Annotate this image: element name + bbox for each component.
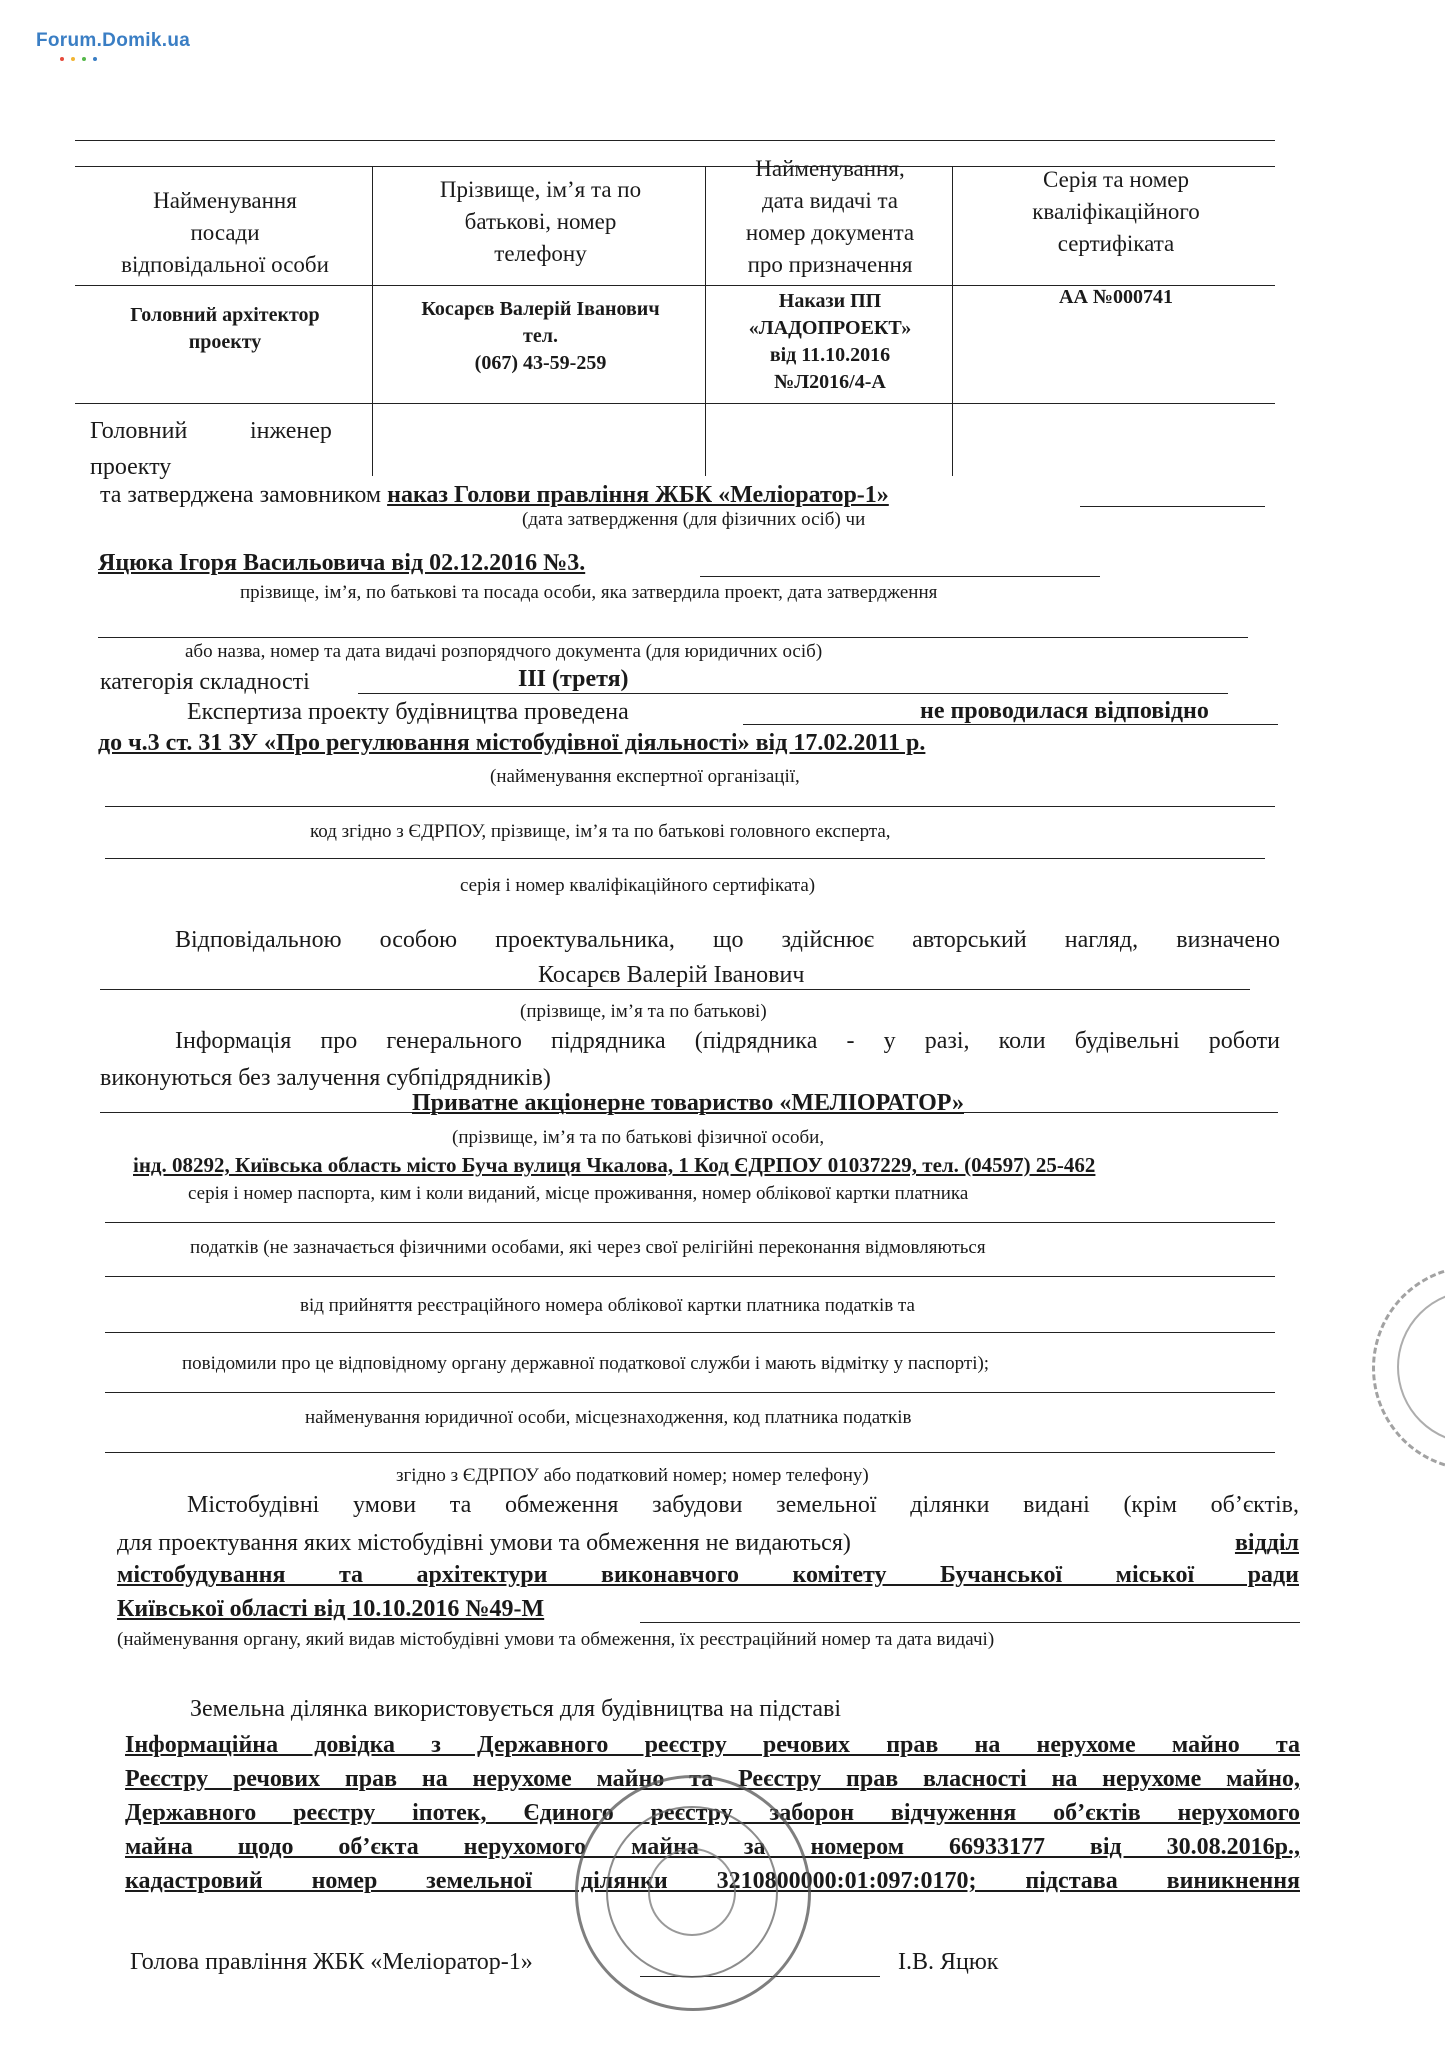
land-basis-line-2: Реєстру речових прав на нерухоме майно та Реєстру прав власності на нерухоме майно,: [125, 1766, 1300, 1792]
blank-rule-5: [105, 1276, 1275, 1277]
row2-position-b: інженер: [250, 418, 332, 444]
row1-certificate: АА №000741: [1059, 286, 1173, 308]
blank-rule-3: [105, 858, 1265, 859]
complexity-value: ІІІ (третя): [518, 666, 629, 692]
approval-line: та затверджена замовником наказ Голови правління ЖБК «Меліоратор-1»: [100, 482, 889, 508]
urban-conditions-rule: [640, 1622, 1300, 1623]
signature-role: Голова правління ЖБК «Меліоратор-1»: [130, 1949, 533, 1975]
blank-rule-2: [105, 806, 1275, 807]
expertise-note: (найменування експертної організації,: [490, 766, 800, 787]
blank-rule-8: [105, 1452, 1275, 1453]
header-position: Найменування посади відповідальної особи: [121, 188, 329, 277]
row1-position: Головний архітектор проекту: [130, 304, 320, 353]
contractor-note: (прізвище, ім’я та по батькові фізичної особи,: [452, 1127, 825, 1148]
blank-rule-6: [105, 1332, 1275, 1333]
land-basis-line-1: Інформаційна довідка з Державного реєстру речових прав на нерухоме майно та: [125, 1732, 1300, 1758]
edrpou-note: згідно з ЄДРПОУ або податковий номер; номер телефону): [396, 1465, 869, 1486]
complexity-rule: [358, 693, 1228, 694]
urban-conditions-a: Містобудівні умови та обмеження забудови земельної ділянки видані (крім об’єктів,: [187, 1492, 1299, 1518]
table-col-divider-1: [372, 166, 373, 476]
architect-seal: [1372, 1265, 1445, 1471]
approval-note: (дата затвердження (для фізичних осіб) чи: [522, 509, 866, 530]
contractor-info-a: Інформація про генерального підрядника (підрядника - у разі, коли будівельні роботи: [175, 1028, 1280, 1054]
blank-rule-1: [98, 637, 1248, 638]
land-basis-line-4: майна щодо об’єкта нерухомого майна за номером 66933177 від 30.08.2016р.,: [125, 1834, 1300, 1860]
complexity-label: категорія складності: [100, 669, 310, 695]
header-certificate: Серія та номер кваліфікаційного сертифіката: [1032, 167, 1200, 256]
legal-entity-code-note: найменування юридичної особи, місцезнаходження, код платника податків: [305, 1407, 912, 1428]
tax-note: податків (не зазначається фізичними особами, які через свої релігійні переконання відмовляються: [190, 1237, 986, 1258]
land-basis-label: Земельна ділянка використовується для будівництва на підставі: [190, 1696, 842, 1722]
supervisor-name: Косарєв Валерій Іванович: [538, 962, 805, 988]
expert-code-note: код згідно з ЄДРПОУ, прізвище, ім’я та по батькові головного експерта,: [310, 821, 891, 842]
watermark-logo: Forum.Domik.ua: [36, 30, 191, 51]
contractor-address: інд. 08292, Київська область місто Буча вулиця Чкалова, 1 Код ЄДРПОУ 01037229, тел. (04597) 25-462: [133, 1153, 1096, 1177]
blank-rule-4: [105, 1222, 1275, 1223]
approval-rule: [1080, 506, 1265, 507]
signature-name: І.В. Яцюк: [898, 1949, 999, 1975]
urban-conditions-b: для проектування яких містобудівні умови та обмеження не видаються) відділ: [117, 1530, 1299, 1556]
expertise-value: не проводилася відповідно: [920, 698, 1209, 724]
contractor-name: Приватне акціонерне товариство «МЕЛІОРАТОР»: [412, 1090, 964, 1116]
land-basis-line-5: кадастровий номер земельної ділянки 3210800000:01:097:0170; підстава виникнення: [125, 1868, 1300, 1894]
row2-position-c: проекту: [90, 454, 172, 480]
land-basis-line-3: Державного реєстру іпотек, Єдиного реєстру заборон відчуження об’єктів нерухомого: [125, 1800, 1300, 1826]
urban-conditions-c: містобудування та архітектури виконавчого комітету Бучанської міської ради: [117, 1562, 1299, 1588]
urban-conditions-note: (найменування органу, який видав містобудівні умови та обмеження, їх реєстраційний номер та дата видачі): [117, 1629, 995, 1650]
legal-entity-note: або назва, номер та дата видачі розпорядчого документа (для юридичних осіб): [185, 641, 823, 662]
table-col-divider-2: [705, 166, 706, 476]
supervisor-note: (прізвище, ім’я та по батькові): [520, 1001, 767, 1022]
tax-note-3: повідомили про це відповідному органу державної податкової служби і мають відмітку у паспорті);: [182, 1353, 990, 1374]
approver-note: прізвище, ім’я, по батькові та посада особи, яка затвердила проект, дата затвердження: [240, 582, 938, 603]
supervision-text: Відповідальною особою проектувальника, що здійснює авторський нагляд, визначено: [175, 927, 1280, 953]
expertise-label: Експертиза проекту будівництва проведена: [187, 699, 629, 725]
header-document: Найменування, дата видачі та номер документа про призначення: [745, 156, 915, 277]
row2-position-a: Головний: [90, 418, 188, 444]
expert-cert-note: серія і номер кваліфікаційного сертифіката): [460, 875, 816, 896]
row1-document: Накази ПП «ЛАДОПРОЕКТ» від 11.10.2016 №Л2016/4-А: [748, 290, 912, 393]
cooperative-seal: [575, 1775, 811, 2011]
approver-name: Яцюка Ігоря Васильовича від 02.12.2016 №3.: [98, 550, 586, 576]
passport-note: серія і номер паспорта, ким і коли виданий, місце проживання, номер облікової картки платника: [188, 1183, 969, 1204]
table-top-rule: [75, 140, 1275, 141]
tax-note-2: від прийняття реєстраційного номера облікової картки платника податків та: [300, 1295, 915, 1316]
table-col-divider-3: [952, 166, 953, 476]
watermark-dots: [60, 57, 97, 61]
row1-name: Косарєв Валерій Іванович тел. (067) 43-59-259: [421, 298, 660, 374]
expertise-basis: до ч.3 ст. 31 ЗУ «Про регулювання містобудівної діяльності» від 17.02.2011 р.: [98, 730, 926, 756]
header-name: Прізвище, ім’я та по батькові, номер телефону: [439, 177, 642, 266]
blank-rule-7: [105, 1392, 1275, 1393]
urban-conditions-d: Київської області від 10.10.2016 №49-М: [117, 1596, 545, 1622]
table-row1-bottom: [75, 403, 1275, 404]
approver-rule: [700, 576, 1100, 577]
contractor-info-b: виконуються без залучення субпідрядників): [100, 1065, 551, 1091]
